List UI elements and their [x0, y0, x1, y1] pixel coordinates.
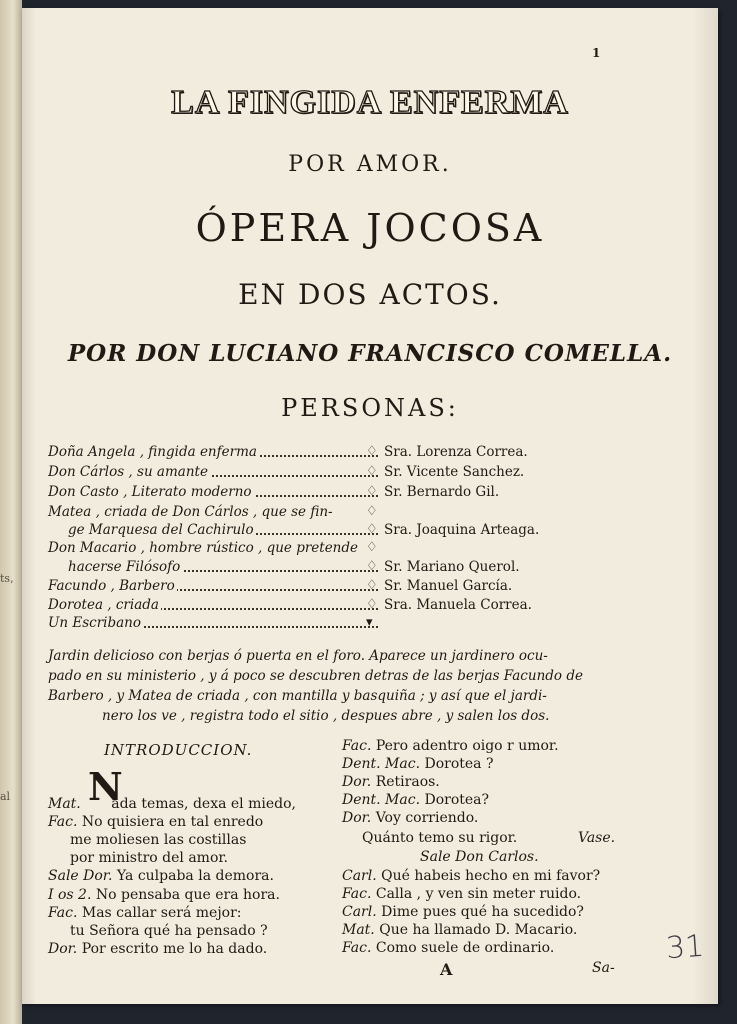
drop-cap: N: [88, 764, 123, 809]
facing-page-edge: [0, 0, 22, 1024]
cast-actor: Sr. Bernardo Gil.: [384, 484, 500, 500]
scene-line: nero los ve , registra todo el sitio , despues abre , y salen los dos.: [102, 708, 550, 724]
title-genre: ÓPERA JOCOSA: [195, 206, 545, 250]
cast-actor: Sr. Vicente Sanchez.: [384, 464, 525, 480]
brace-ornament: ♢: [366, 444, 378, 459]
cast-role: hacerse Filósofo: [68, 559, 378, 575]
dialogue-line: Mat. ada temas, dexa el miedo,: [48, 796, 296, 812]
dialogue-line: me moliesen las costillas: [70, 832, 247, 848]
brace-ornament: ♢: [366, 540, 378, 555]
cast-role: Don Cárlos , su amante: [48, 464, 378, 480]
dialogue-line: por ministro del amor.: [70, 850, 228, 866]
brace-ornament: ♢: [366, 522, 378, 537]
brace-ornament: ♢: [366, 578, 378, 593]
dialogue-line: Carl. Qué habeis hecho en mi favor?: [342, 868, 601, 884]
cast-role: Don Casto , Literato moderno: [48, 484, 378, 500]
cast-actor: Sra. Lorenza Correa.: [384, 444, 528, 460]
dialogue-line: Fac. Calla , y ven sin meter ruido.: [342, 886, 582, 902]
book-page: [22, 8, 718, 1004]
dialogue-line: Fac. Mas callar será mejor:: [48, 905, 242, 921]
signature-mark: A: [440, 960, 453, 979]
pencil-annotation: 31: [664, 928, 706, 967]
cast-role: Dorotea , criada: [48, 597, 378, 613]
scene-line: Jardin delicioso con berjas ó puerta en el foro. Aparece un jardinero ocu-: [48, 648, 548, 664]
brace-ornament: ♢: [366, 597, 378, 612]
cast-role: Don Macario , hombre rústico , que pretende: [48, 540, 359, 556]
dialogue-line: Sale Dor. Ya culpaba la demora.: [48, 868, 274, 884]
cast-role: ge Marquesa del Cachirulo: [68, 522, 378, 538]
stage-direction-aside: Vase.: [578, 830, 616, 846]
cast-role: Facundo , Barbero: [48, 578, 378, 594]
page-number: 1: [592, 46, 601, 60]
title-author: POR DON LUCIANO FRANCISCO COMELLA.: [67, 340, 673, 367]
dialogue-line: Dor. Por escrito me lo ha dado.: [48, 941, 268, 957]
facing-page-fragment: al: [0, 790, 11, 803]
dialogue-line: Dent. Mac. Dorotea?: [342, 792, 490, 808]
cast-actor: Sr. Manuel García.: [384, 578, 513, 594]
dialogue-line: Fac. Pero adentro oigo r umor.: [342, 738, 559, 754]
scene-line: Barbero , y Matea de criada , con mantilla y basquiña ; y así que el jardi-: [48, 688, 547, 704]
brace-ornament: ▾: [366, 615, 373, 630]
brace-ornament: ♢: [366, 559, 378, 574]
dialogue-line: tu Señora qué ha pensado ?: [70, 923, 268, 939]
cast-actor: Sr. Mariano Querol.: [384, 559, 520, 575]
title-main: LA FINGIDA ENFERMA: [171, 84, 569, 121]
cast-actor: Sra. Joaquina Arteaga.: [384, 522, 540, 538]
cast-role: Doña Angela , fingida enferma: [48, 444, 378, 460]
cast-role: Un Escribano: [48, 615, 378, 631]
dialogue-line: Fac. No quisiera en tal enredo: [48, 814, 264, 830]
personas-heading: PERSONAS:: [281, 394, 459, 422]
dialogue-line: Carl. Dime pues qué ha sucedido?: [342, 904, 584, 920]
catchword: Sa-: [592, 960, 615, 976]
dialogue-line: Quánto temo su rigor.: [362, 830, 518, 846]
dialogue-line: Fac. Como suele de ordinario.: [342, 940, 555, 956]
brace-ornament: ♢: [366, 464, 378, 479]
dialogue-line: Dor. Retiraos.: [342, 774, 440, 790]
title-acts: EN DOS ACTOS.: [238, 278, 502, 311]
cast-role: Matea , criada de Don Cárlos , que se fin-: [48, 504, 333, 520]
dialogue-line: Dor. Voy corriendo.: [342, 810, 479, 826]
brace-ornament: ♢: [366, 484, 378, 499]
title-subtitle: POR AMOR.: [288, 152, 452, 177]
dialogue-line: Mat. Que ha llamado D. Macario.: [342, 922, 578, 938]
cast-actor: Sra. Manuela Correa.: [384, 597, 532, 613]
dialogue-line: Dent. Mac. Dorotea ?: [342, 756, 494, 772]
stage-direction: Sale Don Carlos.: [420, 849, 539, 865]
brace-ornament: ♢: [366, 504, 378, 519]
facing-page-fragment: ts,: [0, 572, 14, 585]
scene-line: pado en su ministerio , y á poco se descubren detras de las berjas Facundo de: [48, 668, 583, 684]
dialogue-line: I os 2. No pensaba que era hora.: [48, 887, 280, 903]
introduction-heading: INTRODUCCION.: [104, 741, 253, 759]
